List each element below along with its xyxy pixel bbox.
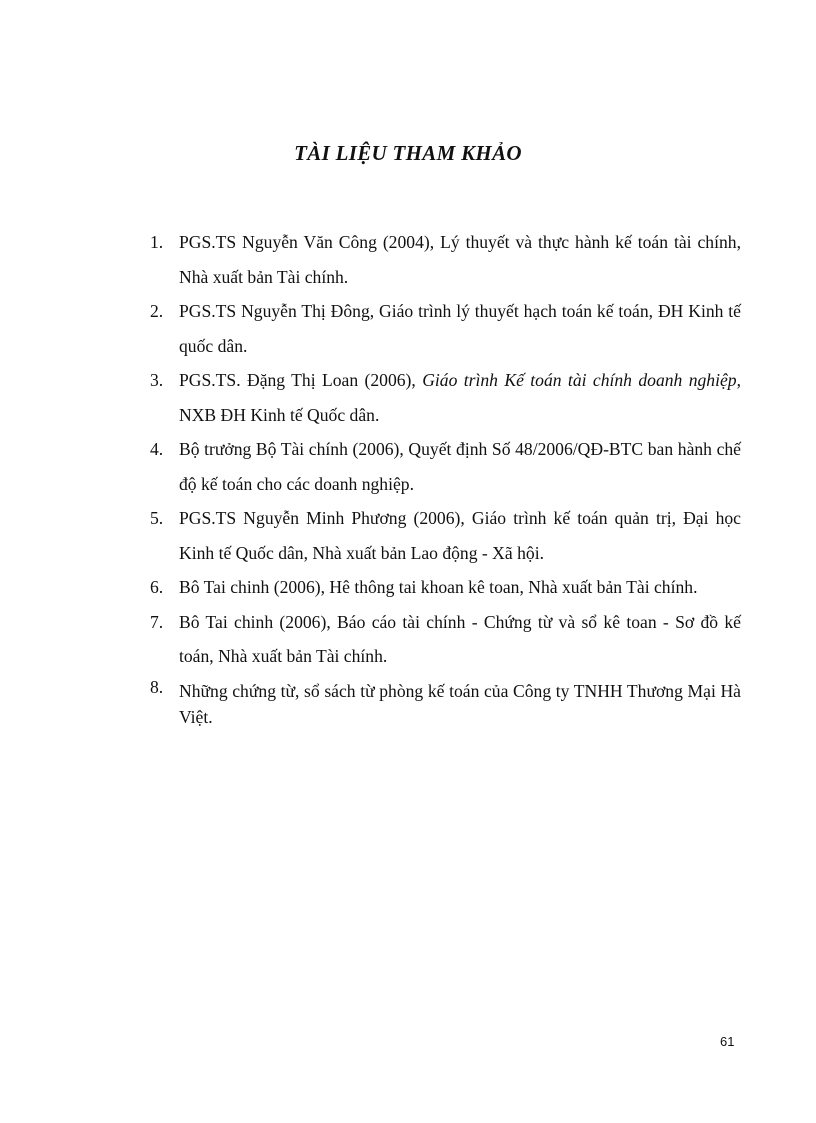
reference-number: 8. [150, 676, 164, 697]
reference-text-suffix: , NXB ĐH Kinh tế Quốc dân. [179, 370, 742, 425]
page-number: 61 [720, 1034, 735, 1049]
reference-text-prefix: PGS.TS. Đặng Thị Loan (2006), [179, 370, 423, 390]
reference-number: 5. [150, 508, 164, 528]
reference-number: 4. [150, 439, 164, 459]
reference-text: PGS.TS Nguyễn Thị Đông, Giáo trình lý thuyết hạch toán kế toán, ĐH Kinh tế quốc dân. [179, 301, 741, 356]
reference-number: 2. [150, 301, 164, 321]
reference-number: 1. [150, 232, 164, 252]
reference-text: Bô Tai chinh (2006), Báo cáo tài chính - Chứng từ và sổ kê toan - Sơ đồ kế toán, Nhà xuất bản Tài chính. [179, 611, 741, 666]
reference-item-6 [150, 570, 741, 605]
reference-item-8 [150, 674, 741, 730]
reference-text: PGS.TS Nguyễn Văn Công (2004), Lý thuyết và thực hành kế toán tài chính, Nhà xuất bản Tài chính. [179, 232, 741, 287]
reference-text: PGS.TS Nguyễn Minh Phương (2006), Giáo trình kế toán quản trị, Đại học Kinh tế Quốc dân, Nhà xuất bản Lao động - Xã hội. [179, 508, 741, 563]
reference-text: Những chứng từ, sổ sách từ phòng kế toán của Công ty TNHH Thương Mại Hà Việt. [179, 680, 741, 727]
reference-item-2 [150, 294, 741, 363]
page-title: TÀI LIỆU THAM KHẢO [294, 141, 522, 165]
reference-item-5 [150, 501, 741, 570]
reference-text: Bộ trưởng Bộ Tài chính (2006), Quyết định Số 48/2006/QĐ-BTC ban hành chế độ kế toán cho các doanh nghiệp. [179, 439, 741, 494]
reference-item-1 [150, 225, 741, 294]
reference-book-title: Giáo trình Kế toán tài chính doanh nghiệp [422, 370, 737, 390]
reference-text: Bô Tai chinh (2006), Hê thông tai khoan kê toan, Nhà xuất bản Tài chính. [179, 577, 698, 597]
reference-number: 3. [150, 370, 164, 390]
reference-item-7 [150, 605, 741, 674]
reference-number: 6. [150, 577, 164, 597]
reference-item-4 [150, 432, 741, 501]
reference-item-3 [150, 363, 741, 432]
reference-number: 7. [150, 611, 164, 632]
reference-list [150, 225, 741, 730]
